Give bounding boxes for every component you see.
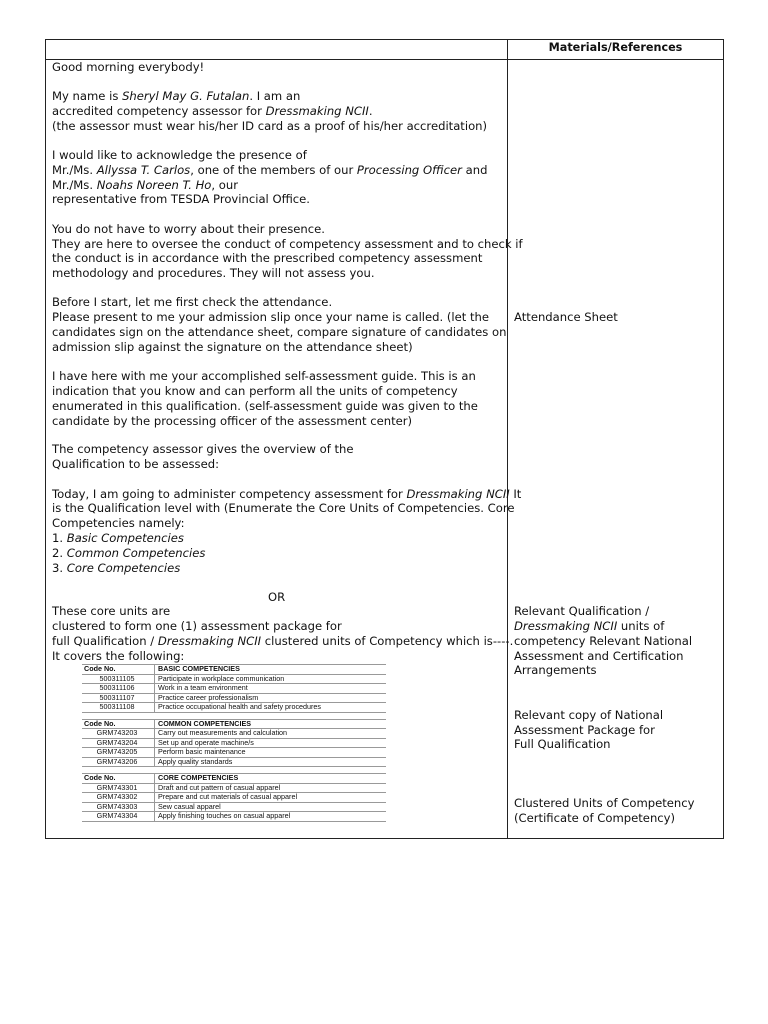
table-row: GRM743301 Draft and cut pattern of casual apparel <box>82 784 386 794</box>
core-line-2: clustered to form one (1) assessment package for <box>52 619 342 633</box>
today-line-2: is the Qualification level with (Enumerate the Core Units of Competencies. Core <box>52 501 515 515</box>
ack-line-3: Mr./Ms. Noahs Noreen T. Ho, our <box>52 178 238 192</box>
or-separator: OR <box>268 590 286 604</box>
table-border-left <box>45 39 46 839</box>
attendance-line-4: admission slip against the signature on the attendance sheet) <box>52 340 413 354</box>
list-item-basic: 1. Basic Competencies <box>52 531 184 545</box>
intro-line-2: accredited competency assessor for Dressmaking NCII. <box>52 104 373 118</box>
material-cuc-line-1: Clustered Units of Competency <box>514 796 695 810</box>
material-rq-line-1: Relevant Qualification / <box>514 604 650 618</box>
table-row: GRM743205 Perform basic maintenance <box>82 748 386 758</box>
table-border-right <box>723 39 724 839</box>
list-item-common: 2. Common Competencies <box>52 546 206 560</box>
intro-line-3: (the assessor must wear his/her ID card as a proof of his/her accreditation) <box>52 119 488 133</box>
material-rq-line-5: Arrangements <box>514 663 597 677</box>
worry-line-3: the conduct is in accordance with the prescribed competency assessment <box>52 251 483 265</box>
self-assessment-line-1: I have here with me your accomplished self-assessment guide. This is an <box>52 369 476 383</box>
self-assessment-line-3: enumerated in this qualification. (self-assessment guide was given to the <box>52 399 478 413</box>
material-attendance-sheet: Attendance Sheet <box>514 310 618 324</box>
table-border-bottom <box>45 838 724 839</box>
overview-line-2: Qualification to be assessed: <box>52 457 219 471</box>
worry-line-4: methodology and procedures. They will not assess you. <box>52 266 375 280</box>
intro-line-1: My name is Sheryl May G. Futalan. I am an <box>52 89 301 103</box>
material-nap-line-3: Full Qualification <box>514 737 611 751</box>
material-cuc-line-2: (Certificate of Competency) <box>514 811 676 825</box>
table-border-divider <box>507 39 508 839</box>
material-nap-line-2: Assessment Package for <box>514 723 655 737</box>
attendance-line-1: Before I start, let me first check the attendance. <box>52 295 333 309</box>
ack-line-4: representative from TESDA Provincial Office. <box>52 192 310 206</box>
greeting: Good morning everybody! <box>52 60 205 74</box>
overview-line-1: The competency assessor gives the overview of the <box>52 442 354 456</box>
material-rq-line-3: competency Relevant National <box>514 634 693 648</box>
table-row: GRM743303 Sew casual apparel <box>82 803 386 813</box>
worry-line-1: You do not have to worry about their presence. <box>52 222 325 236</box>
core-header-row: Code No. CORE COMPETENCIES <box>82 773 386 784</box>
core-line-4: It covers the following: <box>52 649 185 663</box>
list-item-core: 3. Core Competencies <box>52 561 181 575</box>
worry-line-2: They are here to oversee the conduct of competency assessment and to check if <box>52 237 523 251</box>
table-row: 500311106 Work in a team environment <box>82 684 386 694</box>
material-nap-line-1: Relevant copy of National <box>514 708 664 722</box>
core-line-3: full Qualification / Dressmaking NCII clustered units of Competency which is----. <box>52 634 514 648</box>
table-row: 500311105 Participate in workplace communication <box>82 675 386 685</box>
attendance-line-3: candidates sign on the attendance sheet, compare signature of candidates on <box>52 325 507 339</box>
self-assessment-line-4: candidate by the processing officer of the assessment center) <box>52 414 413 428</box>
today-line-3: Competencies namely: <box>52 516 185 530</box>
qualification-name: Dressmaking NCII <box>265 104 369 118</box>
ack-line-2: Mr./Ms. Allyssa T. Carlos, one of the members of our Processing Officer and <box>52 163 488 177</box>
table-row: GRM743304 Apply finishing touches on casual apparel <box>82 812 386 822</box>
today-line-1: Today, I am going to administer competency assessment for Dressmaking NCII It <box>52 487 522 501</box>
common-header-row: Code No. COMMON COMPETENCIES <box>82 719 386 730</box>
table-row: 500311108 Practice occupational health and safety procedures <box>82 703 386 713</box>
attendance-line-2: Please present to me your admission slip once your name is called. (let the <box>52 310 490 324</box>
ack-line-1: I would like to acknowledge the presence of <box>52 148 307 162</box>
material-rq-line-2: Dressmaking NCII units of <box>514 619 665 633</box>
material-rq-line-4: Assessment and Certification <box>514 649 684 663</box>
table-row: GRM743206 Apply quality standards <box>82 758 386 768</box>
table-row: GRM743302 Prepare and cut materials of casual apparel <box>82 793 386 803</box>
competency-table <box>82 664 386 822</box>
self-assessment-line-2: indication that you know and can perform all the units of competency <box>52 384 458 398</box>
table-row: 500311107 Practice career professionalism <box>82 694 386 704</box>
table-row: GRM743203 Carry out measurements and calculation <box>82 729 386 739</box>
materials-header: Materials/References <box>548 41 683 54</box>
basic-header-row: Code No. BASIC COMPETENCIES <box>82 664 386 675</box>
table-row: GRM743204 Set up and operate machine/s <box>82 739 386 749</box>
assessor-name: Sheryl May G. Futalan <box>122 89 250 103</box>
core-line-1: These core units are <box>52 604 171 618</box>
